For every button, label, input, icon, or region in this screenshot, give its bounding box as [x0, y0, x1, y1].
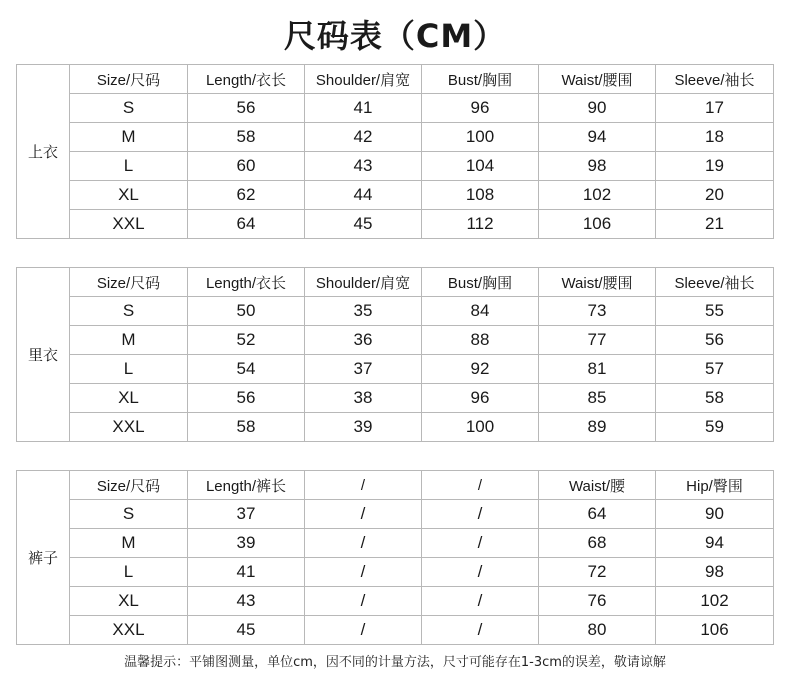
table-cell: 19 — [656, 152, 774, 181]
table-cell: 98 — [656, 558, 774, 587]
table-cell: 20 — [656, 181, 774, 210]
table-row — [17, 355, 774, 384]
table-cell: 37 — [305, 355, 422, 384]
table-cell: 98 — [539, 152, 656, 181]
table-row — [17, 94, 774, 123]
table-cell: 106 — [656, 616, 774, 645]
table-cell: 60 — [188, 152, 305, 181]
table-cell: 112 — [422, 210, 539, 239]
header-row — [17, 471, 774, 500]
column-header: Sleeve/袖长 — [656, 65, 774, 94]
table-cell: XXL — [70, 210, 188, 239]
table-row — [17, 558, 774, 587]
table-cell: 21 — [656, 210, 774, 239]
table-cell: 100 — [422, 123, 539, 152]
table-cell: 100 — [422, 413, 539, 442]
table-cell: 92 — [422, 355, 539, 384]
category-label: 上衣 — [17, 65, 70, 239]
table-row — [17, 326, 774, 355]
table-cell: L — [70, 152, 188, 181]
table-cell: M — [70, 326, 188, 355]
table-row — [17, 152, 774, 181]
table-cell: S — [70, 500, 188, 529]
category-label: 裤子 — [17, 471, 70, 645]
table-cell: / — [305, 500, 422, 529]
table-cell: 64 — [539, 500, 656, 529]
table-cell: 41 — [188, 558, 305, 587]
table-cell: XL — [70, 587, 188, 616]
table-cell: 62 — [188, 181, 305, 210]
table-cell: / — [422, 529, 539, 558]
table-cell: 58 — [656, 384, 774, 413]
table-cell: 43 — [305, 152, 422, 181]
table-cell: XXL — [70, 413, 188, 442]
column-header: Size/尺码 — [70, 65, 188, 94]
table-cell: 54 — [188, 355, 305, 384]
column-header: Shoulder/肩宽 — [305, 268, 422, 297]
table-cell: 90 — [539, 94, 656, 123]
table-row — [17, 210, 774, 239]
table-row — [17, 384, 774, 413]
table-row — [17, 297, 774, 326]
column-header: Size/尺码 — [70, 471, 188, 500]
size-table-inner — [16, 267, 774, 442]
table-cell: / — [305, 529, 422, 558]
column-header: Waist/腰围 — [539, 65, 656, 94]
table-cell: 77 — [539, 326, 656, 355]
column-header: Size/尺码 — [70, 268, 188, 297]
column-header: Shoulder/肩宽 — [305, 65, 422, 94]
table-cell: 56 — [188, 384, 305, 413]
table-cell: 45 — [188, 616, 305, 645]
table-cell: S — [70, 297, 188, 326]
column-header: Bust/胸围 — [422, 268, 539, 297]
table-cell: 44 — [305, 181, 422, 210]
table-cell: 42 — [305, 123, 422, 152]
table-cell: 104 — [422, 152, 539, 181]
table-cell: 55 — [656, 297, 774, 326]
table-row — [17, 529, 774, 558]
category-label: 里衣 — [17, 268, 70, 442]
table-cell: 38 — [305, 384, 422, 413]
table-cell: 57 — [656, 355, 774, 384]
table-cell: XXL — [70, 616, 188, 645]
table-cell: 90 — [656, 500, 774, 529]
table-cell: 108 — [422, 181, 539, 210]
table-cell: 64 — [188, 210, 305, 239]
table-cell: / — [422, 587, 539, 616]
column-header: Waist/腰 — [539, 471, 656, 500]
table-cell: S — [70, 94, 188, 123]
table-cell: / — [422, 500, 539, 529]
table-cell: M — [70, 529, 188, 558]
page-title: 尺码表（CM） — [283, 17, 507, 55]
table-row — [17, 616, 774, 645]
table-cell: 81 — [539, 355, 656, 384]
column-header: Hip/臀围 — [656, 471, 774, 500]
table-cell: 39 — [188, 529, 305, 558]
column-header: / — [305, 471, 422, 500]
table-cell: 52 — [188, 326, 305, 355]
table-cell: 94 — [539, 123, 656, 152]
table-row — [17, 587, 774, 616]
table-cell: 80 — [539, 616, 656, 645]
column-header: Length/衣长 — [188, 65, 305, 94]
table-cell: 39 — [305, 413, 422, 442]
table-row — [17, 413, 774, 442]
table-cell: 96 — [422, 384, 539, 413]
table-cell: L — [70, 355, 188, 384]
table-cell: / — [305, 558, 422, 587]
table-cell: L — [70, 558, 188, 587]
table-cell: 94 — [656, 529, 774, 558]
table-cell: 43 — [188, 587, 305, 616]
table-cell: 72 — [539, 558, 656, 587]
table-cell: 96 — [422, 94, 539, 123]
table-cell: / — [305, 616, 422, 645]
table-row — [17, 500, 774, 529]
table-cell: 56 — [656, 326, 774, 355]
table-cell: 102 — [539, 181, 656, 210]
table-cell: M — [70, 123, 188, 152]
table-cell: 35 — [305, 297, 422, 326]
column-header: Sleeve/袖长 — [656, 268, 774, 297]
column-header: Bust/胸围 — [422, 65, 539, 94]
table-cell: 59 — [656, 413, 774, 442]
table-cell: 85 — [539, 384, 656, 413]
table-cell: 17 — [656, 94, 774, 123]
size-table-pants — [16, 470, 774, 645]
table-cell: 73 — [539, 297, 656, 326]
table-cell: 89 — [539, 413, 656, 442]
measurement-note: 温馨提示：平铺图测量，单位cm，因不同的计量方法，尺寸可能存在1-3cm的误差，敬请谅解 — [124, 655, 666, 670]
table-cell: 41 — [305, 94, 422, 123]
column-header: Waist/腰围 — [539, 268, 656, 297]
table-row — [17, 181, 774, 210]
table-cell: 50 — [188, 297, 305, 326]
table-cell: 56 — [188, 94, 305, 123]
table-cell: 106 — [539, 210, 656, 239]
table-cell: 37 — [188, 500, 305, 529]
table-cell: XL — [70, 181, 188, 210]
column-header: Length/衣长 — [188, 268, 305, 297]
table-cell: / — [422, 616, 539, 645]
table-cell: / — [422, 558, 539, 587]
table-cell: 58 — [188, 123, 305, 152]
table-cell: 36 — [305, 326, 422, 355]
table-cell: 45 — [305, 210, 422, 239]
column-header: / — [422, 471, 539, 500]
table-cell: / — [305, 587, 422, 616]
header-row — [17, 268, 774, 297]
table-row — [17, 123, 774, 152]
table-cell: 88 — [422, 326, 539, 355]
table-cell: 68 — [539, 529, 656, 558]
header-row — [17, 65, 774, 94]
table-cell: 76 — [539, 587, 656, 616]
table-cell: 58 — [188, 413, 305, 442]
table-cell: 102 — [656, 587, 774, 616]
table-cell: 18 — [656, 123, 774, 152]
size-table-top — [16, 64, 774, 239]
table-cell: 84 — [422, 297, 539, 326]
column-header: Length/裤长 — [188, 471, 305, 500]
table-cell: XL — [70, 384, 188, 413]
